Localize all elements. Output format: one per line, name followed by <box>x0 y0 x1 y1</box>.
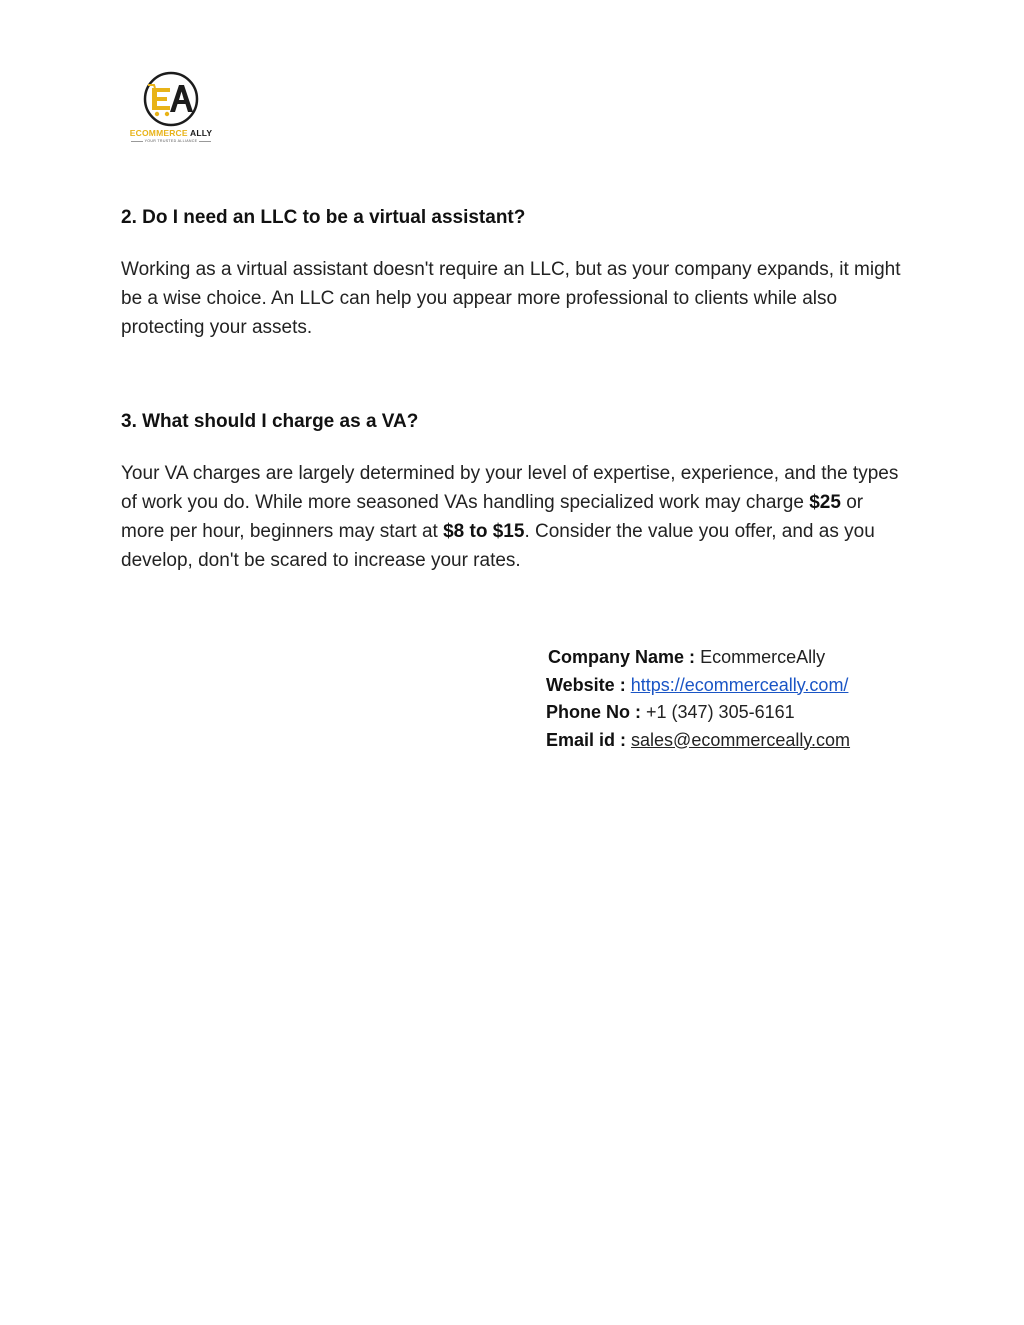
phone-label: Phone No : <box>546 702 641 722</box>
section-body: Working as a virtual assistant doesn't require an LLC, but as your company expands, it might be a wise choice. An LLC can help you appear more professional to clients while also protecting your assets. <box>121 259 901 338</box>
company-value: EcommerceAlly <box>700 647 826 667</box>
website-row <box>546 672 850 700</box>
website-link[interactable]: https://ecommerceally.com/ <box>630 674 849 695</box>
body-text: . Consider the value you offer, and as you develop, don't be scared to increase your rates. <box>121 521 875 571</box>
website-label: Website : <box>546 674 626 695</box>
email-label: Email id : <box>546 729 627 750</box>
section-heading: 3. What should I charge as a VA? <box>121 411 419 432</box>
logo-brand-part2: ALLY <box>190 128 213 138</box>
company-row <box>546 644 850 672</box>
section-heading: 2. Do I need an LLC to be a virtual assistant? <box>121 207 526 228</box>
logo-brand-part1: ECOMMERCE <box>129 128 188 138</box>
faq-section-llc <box>121 206 901 342</box>
ea-cart-logo-icon <box>128 68 214 128</box>
phone-value: +1 (347) 305-6161 <box>646 702 795 722</box>
logo-tagline: YOUR TRUSTED ALLIANCE <box>128 139 214 143</box>
email-link[interactable]: sales@ecommerceally.com <box>631 729 851 750</box>
faq-section-charge <box>121 410 901 575</box>
logo-brand-text <box>128 128 214 138</box>
brand-logo <box>128 68 214 150</box>
contact-block <box>546 644 850 754</box>
company-label: Company Name : <box>548 647 696 667</box>
rate-beginner: $8 to $15 <box>443 521 525 542</box>
section-body <box>121 459 901 575</box>
rate-high: $25 <box>809 492 841 513</box>
body-text: or more per hour, beginners may start at <box>121 492 864 542</box>
body-text: Your VA charges are largely determined by your level of expertise, experience, and the types of work you do. While more seasoned VAs handling specialized work may charge <box>121 463 899 513</box>
email-row <box>546 727 850 755</box>
phone-row <box>546 699 850 727</box>
